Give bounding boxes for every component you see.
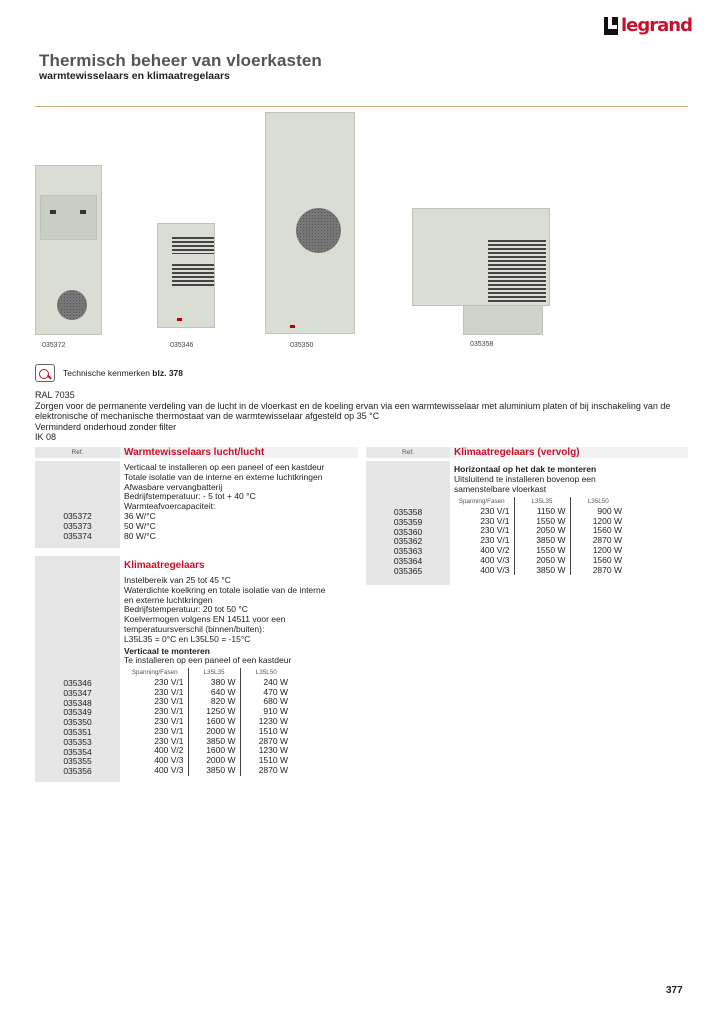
ref-header-left: Ref. <box>35 447 120 458</box>
horizontaal-refs: 035358 035359 035360 035362 035363 035364 035365 <box>393 507 423 576</box>
table-row: 230 V/1 380 W 240 W <box>122 678 292 688</box>
magnifier-icon <box>35 364 55 382</box>
table-row: 400 V/2 1550 W 1200 W <box>450 546 626 556</box>
tech-link[interactable]: blz. 378 <box>152 368 184 378</box>
ref-code: 035373 <box>63 520 92 531</box>
intro-text <box>35 390 695 443</box>
table-row: 230 V/1 3850 W 2870 W <box>450 536 626 546</box>
tech-reference <box>35 364 183 382</box>
klimaatregelaars-refs: 035346 035347 035348 035349 035350 035351 035353 035354 035355 035356 <box>63 678 92 777</box>
table-row: 230 V/1 3850 W 2870 W <box>122 737 292 747</box>
subsection-title: Verticaal te monteren <box>124 645 210 656</box>
page-subtitle: warmtewisselaars en klimaatregelaars <box>39 70 230 82</box>
klimaatregelaars-description: Instelbereik van 25 tot 45 °C Waterdichte koelkring en totale isolatie van de interne en externe luchtkringen Bedrijfstemperatuur: 20 tot 50 °C Koelvermogen volgens EN 14511 voor een temperatuursverschil (binnen/buiten): L35L35 = 0°C en L35L50 = -15°C Verticaal te monteren Te installeren op een paneel of een kastdeur <box>124 575 326 666</box>
intro-line: Verminderd onderhoud zonder filter <box>35 421 177 432</box>
product-code-035372: 035372 <box>42 342 66 349</box>
table-row: 400 V/3 2050 W 1560 W <box>450 556 626 566</box>
warmtewisselaars-description: Verticaal te installeren op een paneel of een kastdeur Totale isolatie van de interne en externe luchtkringen Afwasbare vervangbatterij Bedrijfstemperatuur: - 5 tot + 40 °C Warmteafvoercapaciteit: <box>124 462 325 512</box>
table-row: 400 V/3 2000 W 1510 W <box>122 756 292 766</box>
ref-header-right: Ref. <box>366 447 450 458</box>
product-code-035346: 035346 <box>170 342 194 349</box>
section-title-klimaatregelaars-vervolg: Klimaatregelaars (vervolg) <box>454 447 580 458</box>
header-divider <box>35 106 688 107</box>
ref-code: 035374 <box>63 530 92 541</box>
product-code-035358: 035358 <box>470 341 494 348</box>
ref-code: 035372 <box>63 511 92 521</box>
table-row: 230 V/1 2050 W 1560 W <box>450 526 626 536</box>
table-row: 400 V/3 3850 W 2870 W <box>122 766 292 776</box>
tech-prefix: Technische kenmerken <box>63 368 153 378</box>
table-row: 230 V/1 1600 W 1230 W <box>122 717 292 727</box>
table-row: 230 V/1 2000 W 1510 W <box>122 727 292 737</box>
table-row: 230 V/1 640 W 470 W <box>122 688 292 698</box>
horizontaal-description: Horizontaal op het dak te monteren Uitsluitend te installeren bovenop een samenstelbare vloerkast <box>454 464 597 494</box>
intro-line: Zorgen voor de permanente verdeling van de lucht in de vloerkast en de koeling ervan via een warmtewisselaar met aluminium platen of bij inschakeling van de elektronische of mechanische thermostaat van de warmtewisselaar afgesteld op 35 °C <box>35 400 671 421</box>
table-row: 230 V/1 1550 W 1200 W <box>450 517 626 527</box>
table-row: 230 V/1 1250 W 910 W <box>122 707 292 717</box>
page-title: Thermisch beheer van vloerkasten <box>39 51 322 70</box>
section-title-warmtewisselaars: Warmtewisselaars lucht/lucht <box>124 447 265 458</box>
warmtewisselaars-values: 36 W/°C 50 W/°C 80 W/°C <box>124 511 156 541</box>
intro-line: RAL 7035 <box>35 390 75 400</box>
logo-text: legrand <box>621 15 692 36</box>
warmtewisselaars-refs <box>35 512 120 541</box>
table-row: 400 V/2 1600 W 1230 W <box>122 746 292 756</box>
table-row: 230 V/1 1150 W 900 W <box>450 507 626 517</box>
intro-line: IK 08 <box>35 432 57 442</box>
klimaatregelaars-table: Spanning/Fasen L35L35 L35L50 230 V/1 380 W 240 W 230 V/1 640 W 470 W 230 V/1 820 W 680 W 230 V/1 1250 W 910 W 230 V/1 1600 W 1230 W 230 V/1 2000 W 1510 W 230 V/1 3850 W 2870 W 400 V/2 1600 W 1230 W 400 V/3 2000 W 1510 W 400 V/3 3850 W 2870 W <box>122 668 292 776</box>
subsection-title: Horizontaal op het dak te monteren <box>454 464 597 474</box>
section-title-klimaatregelaars: Klimaatregelaars <box>124 560 205 571</box>
page-number: 377 <box>666 985 683 996</box>
product-code-035350: 035350 <box>290 342 314 349</box>
legrand-logo <box>604 15 692 36</box>
horizontaal-table: Spanning/Fasen L35L35 L35L50 230 V/1 1150 W 900 W 230 V/1 1550 W 1200 W 230 V/1 2050 W 1560 W 230 V/1 3850 W 2870 W 400 V/2 1550 W 1200 W 400 V/3 2050 W 1560 W 400 V/3 3850 W 2870 W <box>450 497 626 575</box>
table-row: 400 V/3 3850 W 2870 W <box>450 566 626 576</box>
logo-mark-icon <box>604 17 618 35</box>
table-row: 230 V/1 820 W 680 W <box>122 697 292 707</box>
